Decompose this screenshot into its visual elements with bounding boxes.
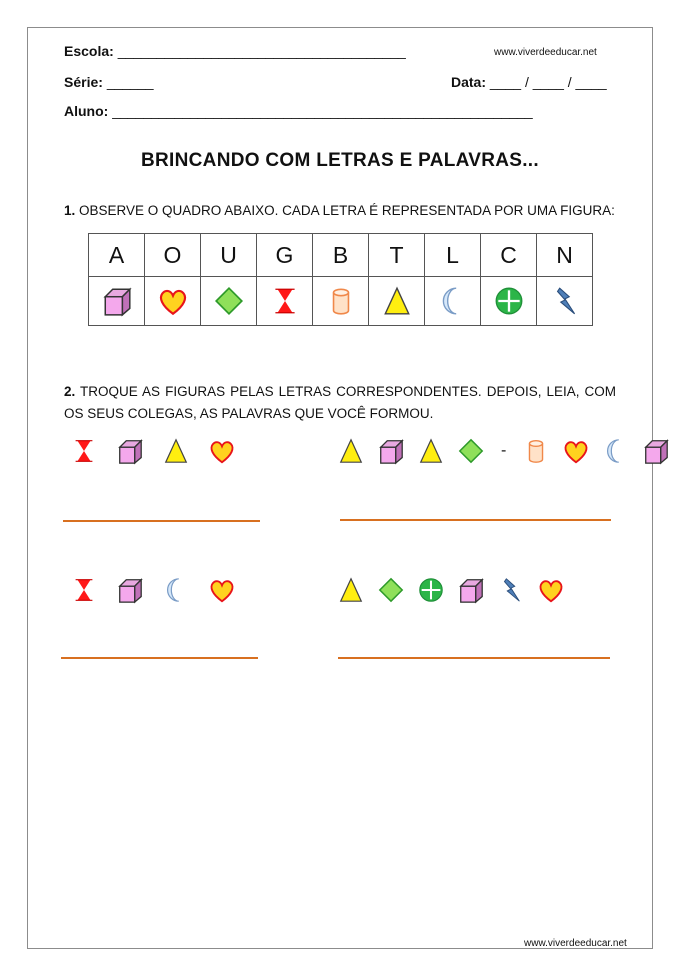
date-label: Data: (451, 74, 487, 90)
school-blank[interactable]: _____________________________________ (117, 43, 406, 59)
heart-icon (208, 576, 236, 604)
date-field (451, 74, 607, 90)
school-field (64, 43, 406, 59)
heart-icon (157, 285, 189, 317)
hourglass-icon (269, 285, 301, 317)
key-letter-g: G (257, 234, 313, 277)
key-figure-a (89, 277, 145, 326)
diamond-icon (377, 576, 405, 604)
moon-icon (162, 576, 190, 604)
moon-icon (437, 285, 469, 317)
key-figure-u (201, 277, 257, 326)
diamond-icon (457, 437, 485, 465)
triangle-icon (381, 285, 413, 317)
cylinder-icon (522, 437, 550, 465)
heart-icon (208, 437, 236, 465)
moon-icon (602, 437, 630, 465)
key-letter-c: C (481, 234, 537, 277)
heart-icon (537, 576, 565, 604)
circle-cross-icon (493, 285, 525, 317)
student-blank[interactable]: ______________________________________________________ (112, 103, 533, 119)
hyphen: - (501, 442, 507, 459)
header-website: www.viverdeeducar.net (494, 47, 597, 58)
key-figure-n (537, 277, 593, 326)
key-letter-l: L (425, 234, 481, 277)
lightning-icon (497, 576, 525, 604)
footer-website: www.viverdeeducar.net (524, 938, 627, 949)
puzzle-1 (70, 437, 236, 465)
key-letter-o: O (145, 234, 201, 277)
cube-icon (101, 285, 133, 317)
question-2-number: 2. (64, 384, 76, 399)
triangle-icon (162, 437, 190, 465)
school-label: Escola: (64, 43, 114, 59)
cube-icon (642, 437, 670, 465)
answer-line-1[interactable] (63, 520, 260, 522)
key-letter-b: B (313, 234, 369, 277)
cube-icon (377, 437, 405, 465)
key-letter-a: A (89, 234, 145, 277)
answer-line-3[interactable] (61, 657, 258, 659)
key-figure-o (145, 277, 201, 326)
question-1-text: OBSERVE O QUADRO ABAIXO. CADA LETRA É REPRESENTADA POR UMA FIGURA: (75, 203, 615, 218)
hourglass-icon (70, 437, 98, 465)
question-1 (64, 200, 624, 222)
triangle-icon (337, 437, 365, 465)
letter-figure-key (88, 233, 593, 326)
key-figure-l (425, 277, 481, 326)
heart-icon (562, 437, 590, 465)
key-letter-u: U (201, 234, 257, 277)
grade-label: Série: (64, 74, 103, 90)
hourglass-icon (70, 576, 98, 604)
triangle-icon (337, 576, 365, 604)
grade-blank[interactable]: ______ (106, 74, 154, 90)
lightning-icon (549, 285, 581, 317)
cylinder-icon (325, 285, 357, 317)
puzzle-2 (337, 437, 670, 465)
answer-line-4[interactable] (338, 657, 610, 659)
key-letter-n: N (537, 234, 593, 277)
diamond-icon (213, 285, 245, 317)
student-label: Aluno: (64, 103, 109, 119)
answer-line-2[interactable] (340, 519, 611, 521)
cube-icon (116, 437, 144, 465)
key-letter-t: T (369, 234, 425, 277)
key-figure-b (313, 277, 369, 326)
triangle-icon (417, 437, 445, 465)
cube-icon (116, 576, 144, 604)
page-title: BRINCANDO COM LETRAS E PALAVRAS... (141, 150, 539, 171)
student-field (64, 103, 533, 119)
date-blank[interactable]: ____ / ____ / ____ (489, 74, 607, 90)
key-figure-t (369, 277, 425, 326)
puzzle-3 (70, 576, 236, 604)
question-2 (64, 381, 616, 425)
question-2-text: TROQUE AS FIGURAS PELAS LETRAS CORRESPONDENTES. DEPOIS, LEIA, COM OS SEUS COLEGAS, AS PALAVRAS QUE VOCÊ FORMOU. (64, 384, 616, 421)
circle-cross-icon (417, 576, 445, 604)
key-figure-c (481, 277, 537, 326)
cube-icon (457, 576, 485, 604)
question-1-number: 1. (64, 203, 76, 218)
key-figure-g (257, 277, 313, 326)
grade-field (64, 74, 154, 90)
puzzle-4 (337, 576, 565, 604)
